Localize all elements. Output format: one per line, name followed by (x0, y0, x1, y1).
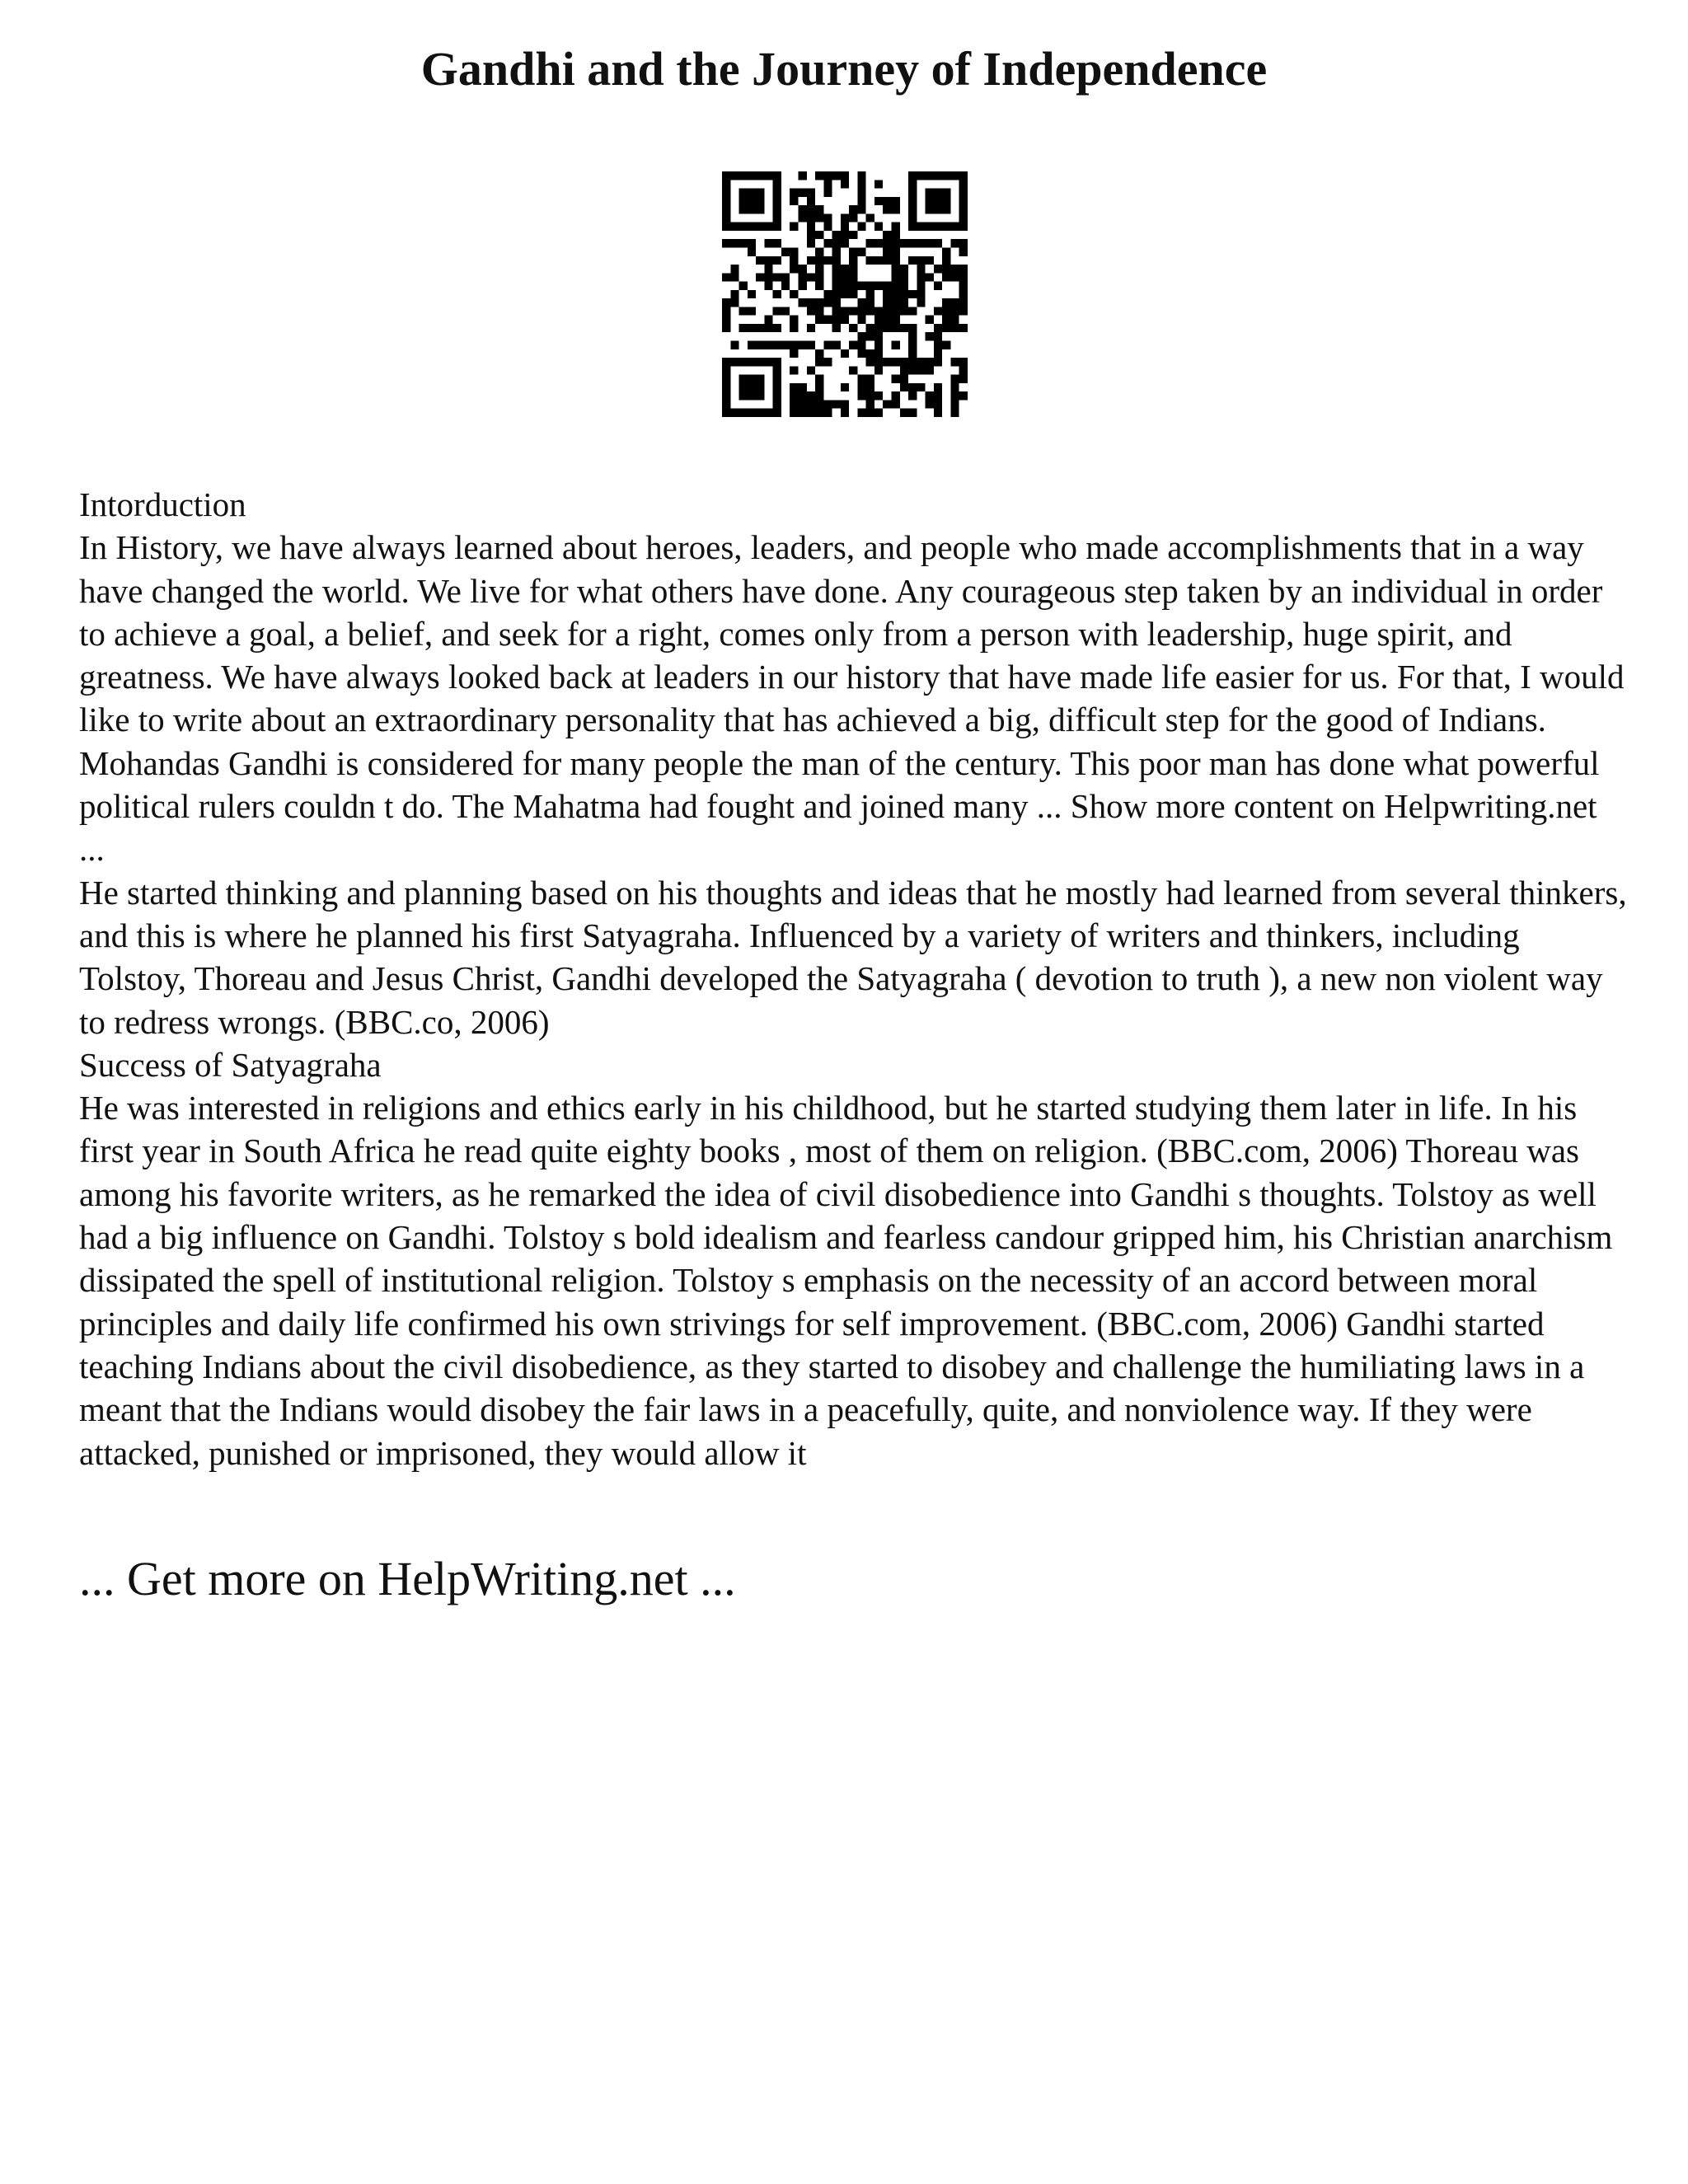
paragraph-success-of-satyagraha: He was interested in religions and ethics early in his childhood, but he started studying them later in life. In his first year in South Africa he read quite eighty books , most of them on religion. (BBC.com, 2006) Thoreau was among his favorite writers, as he remarked the idea of civil disobedience into Gandhi s thoughts. Tolstoy as well had a big influence on Gandhi. Tolstoy s bold idealism and fearless candour gripped him, his Christian anarchism dissipated the spell of institutional religion. Tolstoy s emphasis on the necessity of an accord between moral principles and daily life confirmed his own strivings for self improvement. (BBC.com, 2006) Gandhi started teaching Indians about the civil disobedience, as they started to disobey and challenge the humiliating laws in a meant that the Indians would disobey the fair laws in a peacefully, quite, and nonviolence way. If they were attacked, punished or imprisoned, they would allow it (79, 1089, 1613, 1472)
qr-code (722, 171, 968, 417)
get-more-link[interactable]: ... Get more on HelpWriting.net ... (79, 1552, 736, 1605)
document-title: Gandhi and the Journey of Independence (420, 42, 1268, 96)
paragraph-satyagraha-origin: He started thinking and planning based on his thoughts and ideas that he mostly had learned from several thinkers, and this is where he planned his first Satyagraha. Influenced by a variety of writers and thinkers, including Tolstoy, Thoreau and Jesus Christ, Gandhi developed the Satyagraha ( devotion to truth ), a new non violent way to redress wrongs. (BBC.co, 2006) (79, 873, 1627, 1041)
paragraph-introduction: In History, we have always learned about heroes, leaders, and people who made accomplishments that in a way have changed the world. We live for what others have done. Any courageous step taken by an individual in order to achieve a goal, a belief, and seek for a right, comes only from a person with leadership, huge spirit, and greatness. We have always looked back at leaders in our history that have made life easier for us. For that, I would like to write about an extraordinary personality that has achieved a big, difficult step for the good of Indians. Mohandas Gandhi is considered for many people the man of the century. This poor man has done what powerful political rulers couldn t do. The Mahatma had fought and joined many ... Show more content on Helpwriting.net ... (79, 528, 1625, 869)
section-heading-success-of-satyagraha: Success of Satyagraha (79, 1045, 382, 1084)
document-body (79, 483, 1629, 1474)
section-heading-introduction: Intorduction (79, 485, 246, 523)
